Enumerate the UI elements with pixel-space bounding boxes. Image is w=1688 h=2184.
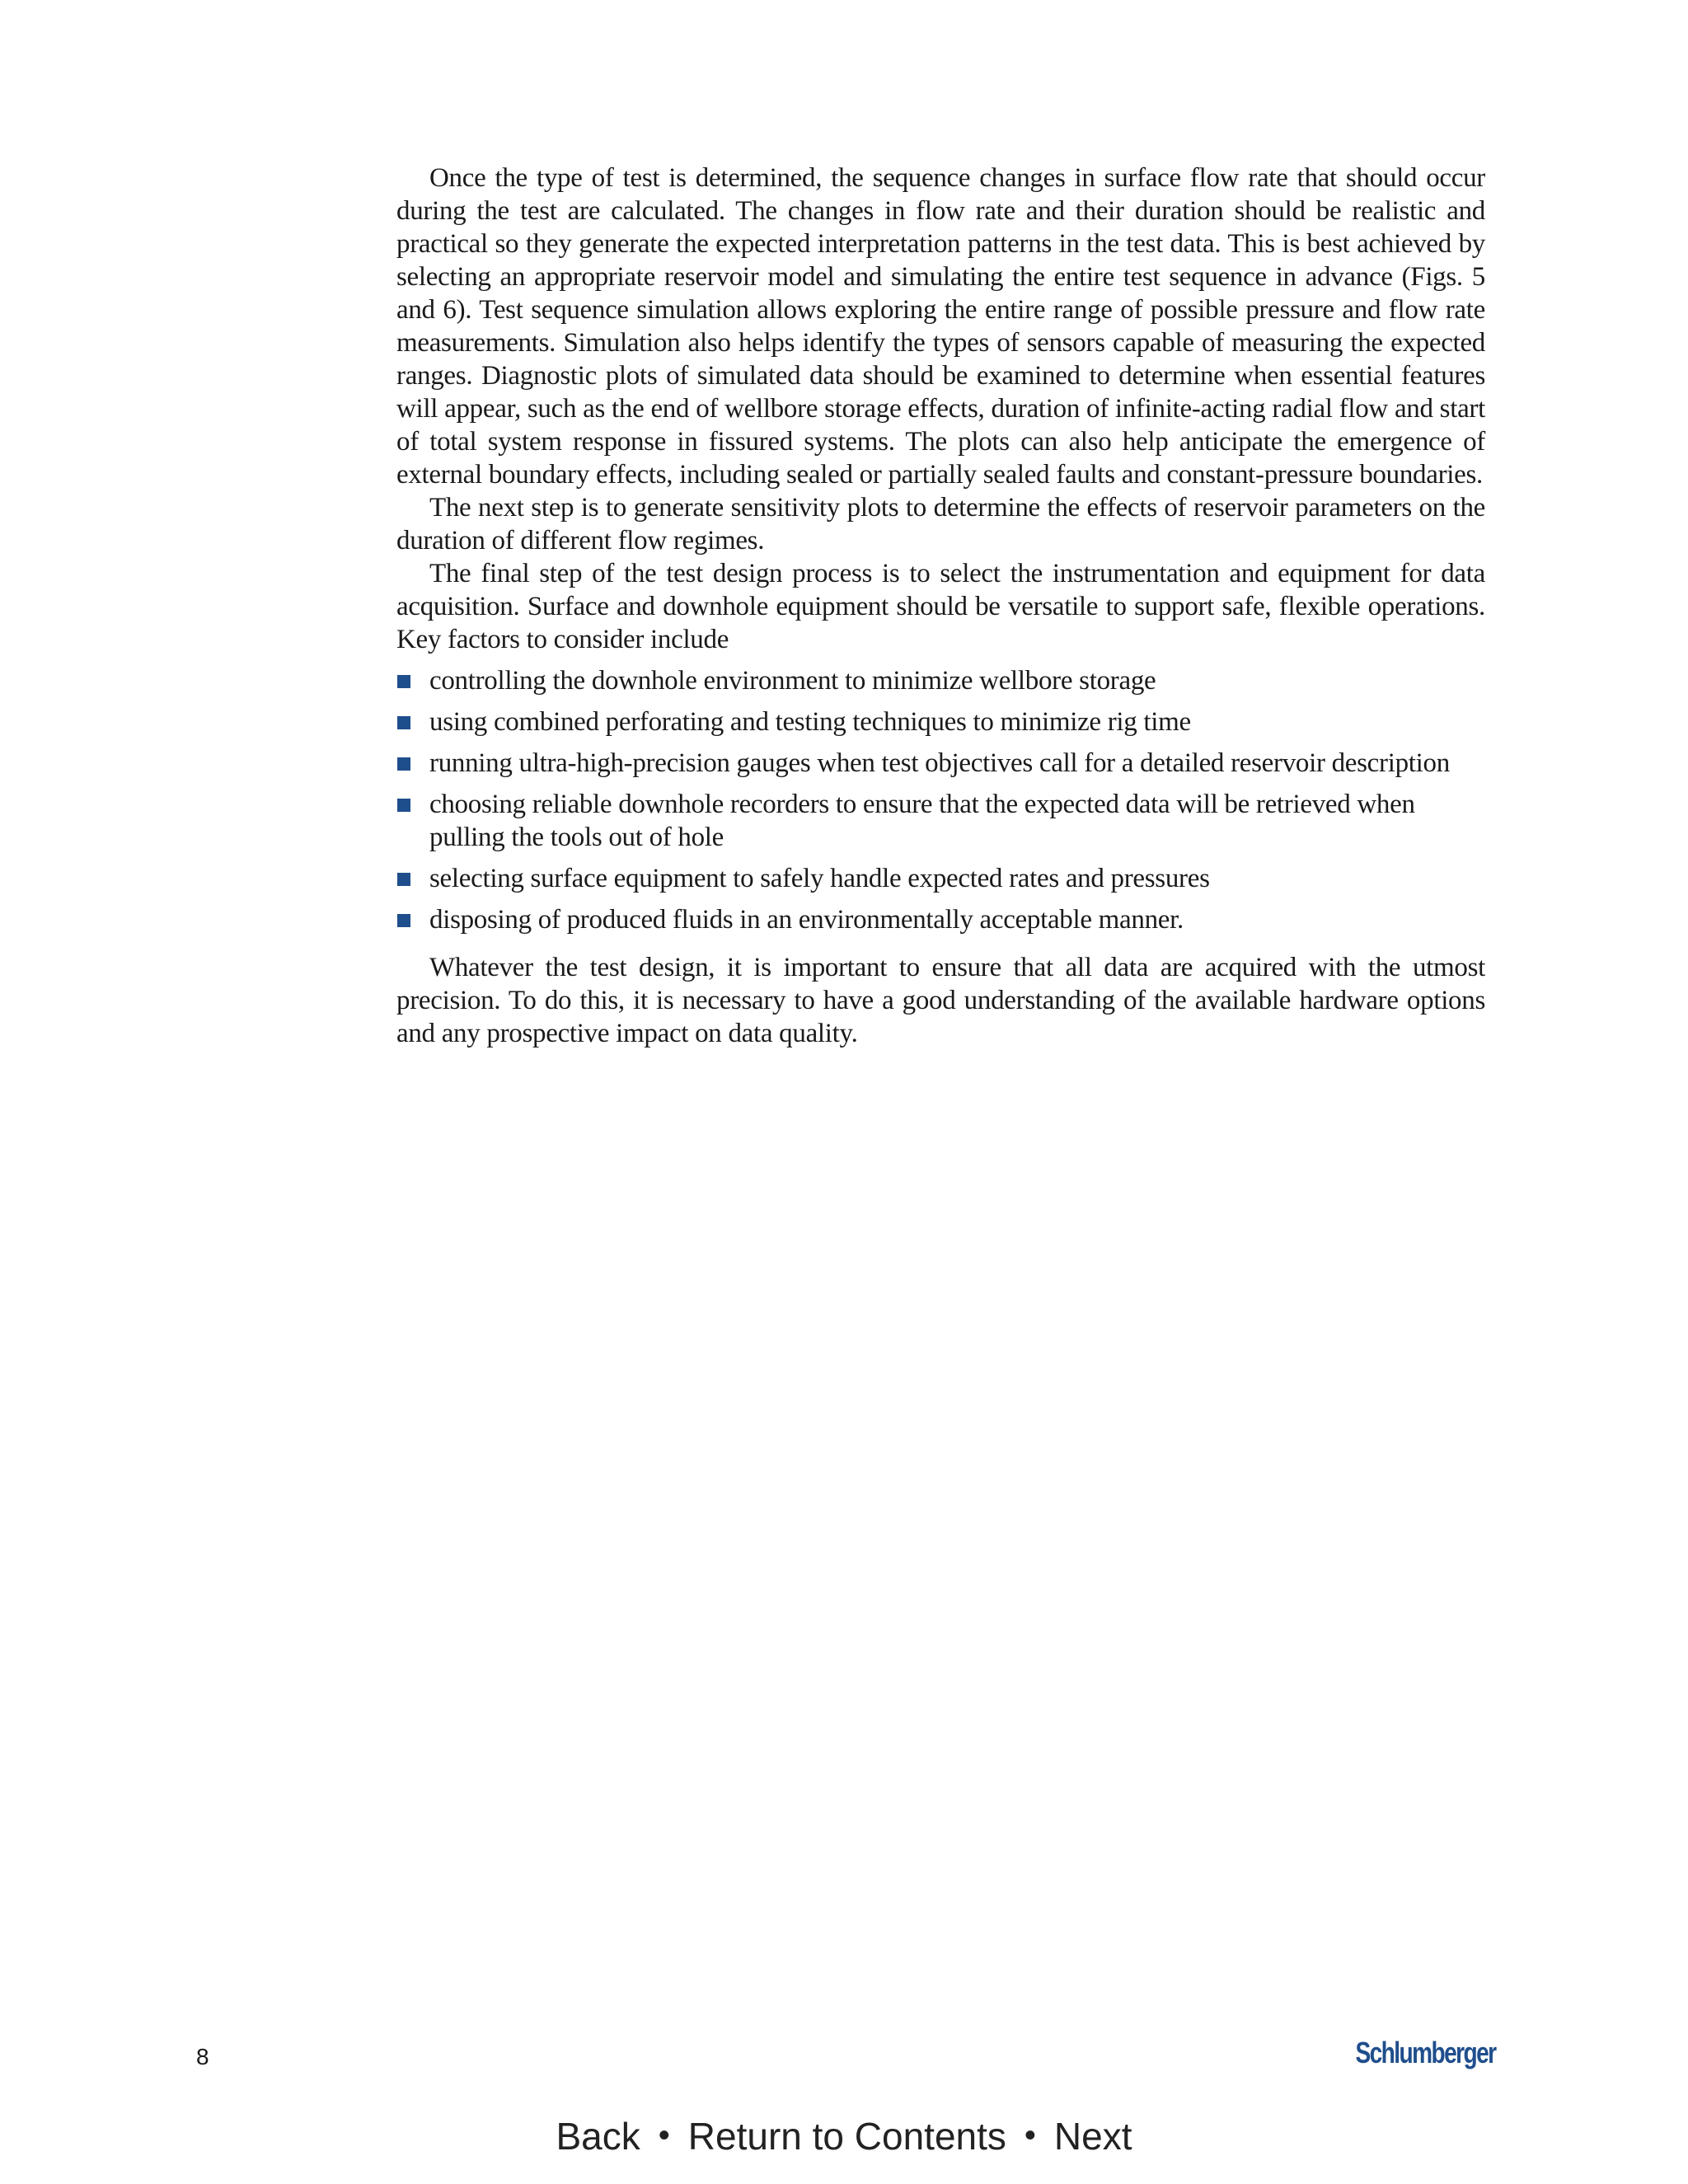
list-item-text: using combined perforating and testing techniques to minimize rig time [429,707,1191,737]
square-bullet-icon [397,757,410,771]
schlumberger-logo: Schlumberger [1355,2036,1496,2069]
back-link[interactable]: Back [556,2115,640,2158]
body-text [396,162,1485,1050]
list-item-text: running ultra-high-precision gauges when test objectives call for a detailed reservoir description [429,748,1450,778]
paragraph-precision: Whatever the test design, it is important to ensure that all data are acquired with the utmost precision. To do this, it is necessary to have a good understanding of the available hardware options and any prospective impact on data quality. [396,953,1485,1048]
paragraph-test-sequence: Once the type of test is determined, the sequence changes in surface flow rate that should occur during the test are calculated. The changes in flow rate and their duration should be realistic and practical so they generate the expected interpretation patterns in the test data. This is best achieved by selecting an appropriate reservoir model and simulating the entire test sequence in advance (Figs. 5 and 6). Test sequence simulation allows exploring the entire range of possible pressure and flow rate measurements. Simulation also helps identify the types of sensors capable of measuring the expected ranges. Diagnostic plots of simulated data should be examined to determine when essential features will appear, such as the end of wellbore storage effects, duration of infinite-acting radial flow and start of total system response in fissured systems. The plots can also help anticipate the emergence of external boundary effects, including sealed or partially sealed faults and constant-pressure boundaries. [396,163,1485,490]
list-item [396,903,1485,936]
square-bullet-icon [397,873,410,886]
paragraph-sensitivity: The next step is to generate sensitivity plots to determine the effects of reservoir parameters on the duration of different flow regimes. [396,493,1485,555]
list-item [396,747,1485,780]
nav-separator: • [658,2117,670,2154]
nav-separator: • [1024,2117,1036,2154]
next-link[interactable]: Next [1053,2115,1132,2158]
page-navigation [0,2114,1688,2158]
square-bullet-icon [397,914,410,927]
list-item-text: controlling the downhole environment to minimize wellbore storage [429,666,1156,696]
list-item-text: selecting surface equipment to safely handle expected rates and pressures [429,864,1210,893]
list-item [396,664,1485,697]
square-bullet-icon [397,675,410,688]
page-number: 8 [196,2044,209,2069]
list-item [396,705,1485,738]
list-item-text: disposing of produced fluids in an environmentally acceptable manner. [429,905,1184,935]
list-item-text: choosing reliable downhole recorders to ensure that the expected data will be retrieved when pulling the tools out of hole [429,790,1415,852]
list-item [396,862,1485,895]
key-factors-list [396,664,1485,936]
square-bullet-icon [397,716,410,729]
paragraph-final-step: The final step of the test design process is to select the instrumentation and equipment for data acquisition. Surface and downhole equipment should be versatile to support safe, flexible operations. Key factors to consider include [396,559,1485,654]
square-bullet-icon [397,799,410,812]
return-to-contents-link[interactable]: Return to Contents [687,2115,1006,2158]
list-item [396,788,1485,854]
